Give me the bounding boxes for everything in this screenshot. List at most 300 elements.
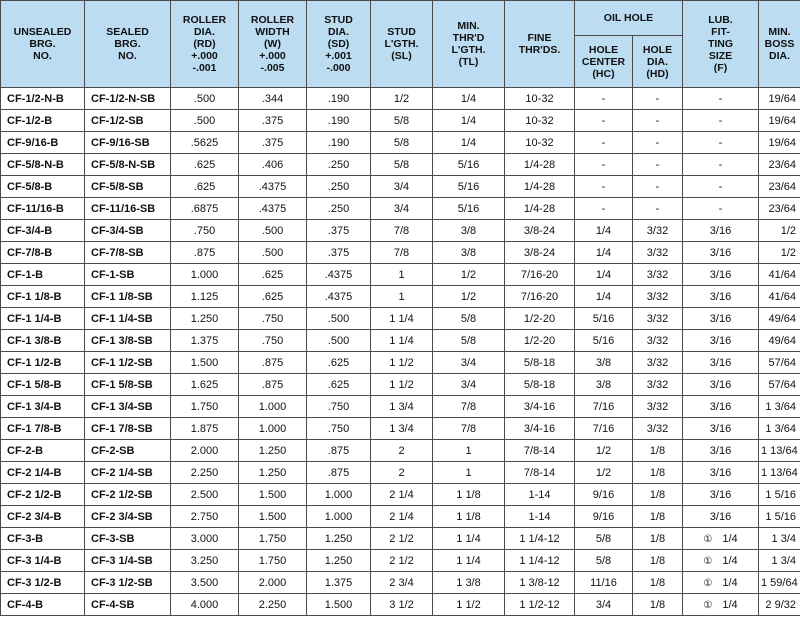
header-stud-length: STUD L'GTH. (SL) xyxy=(371,1,433,88)
cell-roller-width: .500 xyxy=(239,220,307,242)
cell-roller-dia: 3.000 xyxy=(171,528,239,550)
cell-lub-fitting: 3/16 xyxy=(683,484,759,506)
cell-hole-dia: 1/8 xyxy=(633,484,683,506)
cell-roller-dia: 1.375 xyxy=(171,330,239,352)
cell-roller-width: 1.250 xyxy=(239,462,307,484)
cell-sealed-no: CF-3/4-SB xyxy=(85,220,171,242)
cell-roller-dia: 1.125 xyxy=(171,286,239,308)
cell-unsealed-no: CF-2 1/2-B xyxy=(1,484,85,506)
cell-fine-threads: 10-32 xyxy=(505,110,575,132)
cell-unsealed-no: CF-1 3/8-B xyxy=(1,330,85,352)
header-hole-center: HOLE CENTER (HC) xyxy=(575,36,633,88)
cell-min-thread-length: 7/8 xyxy=(433,418,505,440)
cell-stud-length: 2 xyxy=(371,440,433,462)
cell-hole-dia: 3/32 xyxy=(633,286,683,308)
cell-hole-center: 1/4 xyxy=(575,264,633,286)
cell-sealed-no: CF-1 7/8-SB xyxy=(85,418,171,440)
cell-stud-length: 1 1/4 xyxy=(371,330,433,352)
cell-roller-dia: 3.500 xyxy=(171,572,239,594)
cell-lub-fitting xyxy=(683,572,759,594)
cell-hole-dia: 3/32 xyxy=(633,330,683,352)
cell-stud-dia: .250 xyxy=(307,176,371,198)
cell-stud-dia: 1.375 xyxy=(307,572,371,594)
cell-roller-width: 1.500 xyxy=(239,484,307,506)
cell-fine-threads: 3/8-24 xyxy=(505,242,575,264)
cell-roller-dia: 1.750 xyxy=(171,396,239,418)
cell-unsealed-no: CF-11/16-B xyxy=(1,198,85,220)
table-row xyxy=(1,594,800,616)
cell-sealed-no: CF-3 1/2-SB xyxy=(85,572,171,594)
cell-stud-dia: 1.000 xyxy=(307,506,371,528)
cell-stud-length: 5/8 xyxy=(371,110,433,132)
cell-roller-dia: 1.875 xyxy=(171,418,239,440)
cell-min-thread-length: 5/8 xyxy=(433,308,505,330)
cell-min-thread-length: 5/8 xyxy=(433,330,505,352)
cell-sealed-no: CF-1 1/8-SB xyxy=(85,286,171,308)
cell-stud-length: 5/8 xyxy=(371,132,433,154)
table-row xyxy=(1,220,800,242)
header-roller-dia: ROLLER DIA. (RD) +.000 -.001 xyxy=(171,1,239,88)
table-row xyxy=(1,550,800,572)
header-lub-fitting-size: LUB. FIT- TING SIZE (F) xyxy=(683,1,759,88)
cell-min-boss-dia: 1 59/64 xyxy=(759,572,800,594)
cell-sealed-no: CF-1 1/2-SB xyxy=(85,352,171,374)
cell-unsealed-no: CF-2-B xyxy=(1,440,85,462)
cell-hole-dia: 3/32 xyxy=(633,418,683,440)
cell-hole-center: 5/8 xyxy=(575,550,633,572)
cell-lub-fitting: 3/16 xyxy=(683,396,759,418)
cell-hole-center: 5/16 xyxy=(575,330,633,352)
cell-min-boss-dia: 49/64 xyxy=(759,308,800,330)
cell-stud-length: 1 xyxy=(371,264,433,286)
table-row xyxy=(1,132,800,154)
cell-fine-threads: 7/8-14 xyxy=(505,440,575,462)
cell-hole-dia: - xyxy=(633,132,683,154)
cell-min-boss-dia: 49/64 xyxy=(759,330,800,352)
cell-fine-threads: 3/8-24 xyxy=(505,220,575,242)
header-min-boss-dia: MIN. BOSS DIA. xyxy=(759,1,800,88)
cell-fine-threads: 1/4-28 xyxy=(505,154,575,176)
cell-lub-fitting xyxy=(683,528,759,550)
cell-sealed-no: CF-1 1/4-SB xyxy=(85,308,171,330)
cell-roller-width: .875 xyxy=(239,374,307,396)
cell-min-thread-length: 1 1/4 xyxy=(433,528,505,550)
cell-min-boss-dia: 19/64 xyxy=(759,132,800,154)
cell-min-thread-length: 3/4 xyxy=(433,374,505,396)
cell-hole-center: - xyxy=(575,176,633,198)
cell-roller-width: 1.000 xyxy=(239,418,307,440)
cell-unsealed-no: CF-1 1/8-B xyxy=(1,286,85,308)
cell-hole-center: 5/16 xyxy=(575,308,633,330)
cell-hole-dia: - xyxy=(633,198,683,220)
cell-hole-dia: 3/32 xyxy=(633,242,683,264)
cell-min-thread-length: 1 1/8 xyxy=(433,484,505,506)
cell-hole-center: 7/16 xyxy=(575,396,633,418)
table-row xyxy=(1,88,800,110)
table-row xyxy=(1,242,800,264)
cell-stud-length: 5/8 xyxy=(371,154,433,176)
cell-roller-width: 1.750 xyxy=(239,528,307,550)
cell-roller-width: 1.750 xyxy=(239,550,307,572)
cell-hole-dia: - xyxy=(633,176,683,198)
cell-roller-width: .625 xyxy=(239,264,307,286)
cell-roller-dia: 2.750 xyxy=(171,506,239,528)
cell-hole-center: 1/2 xyxy=(575,462,633,484)
cell-stud-dia: .625 xyxy=(307,352,371,374)
cell-min-boss-dia: 1 5/16 xyxy=(759,506,800,528)
table-row xyxy=(1,418,800,440)
cell-hole-center: 7/16 xyxy=(575,418,633,440)
cell-hole-dia: - xyxy=(633,88,683,110)
table-row xyxy=(1,528,800,550)
cell-min-boss-dia: 57/64 xyxy=(759,374,800,396)
cell-roller-dia: 2.000 xyxy=(171,440,239,462)
cell-lub-fitting: 3/16 xyxy=(683,308,759,330)
cell-min-boss-dia: 57/64 xyxy=(759,352,800,374)
cell-roller-dia: 2.250 xyxy=(171,462,239,484)
cell-sealed-no: CF-11/16-SB xyxy=(85,198,171,220)
cell-min-boss-dia: 1/2 xyxy=(759,242,800,264)
cell-lub-fitting: 3/16 xyxy=(683,374,759,396)
cell-min-boss-dia: 1 3/4 xyxy=(759,550,800,572)
cell-sealed-no: CF-4-SB xyxy=(85,594,171,616)
cell-roller-width: .375 xyxy=(239,110,307,132)
cell-roller-dia: 1.625 xyxy=(171,374,239,396)
cell-hole-dia: 3/32 xyxy=(633,220,683,242)
cell-min-thread-length: 5/16 xyxy=(433,198,505,220)
cell-unsealed-no: CF-1-B xyxy=(1,264,85,286)
cell-unsealed-no: CF-1 5/8-B xyxy=(1,374,85,396)
table-row xyxy=(1,330,800,352)
cell-unsealed-no: CF-9/16-B xyxy=(1,132,85,154)
cell-roller-dia: .500 xyxy=(171,88,239,110)
cell-stud-dia: .190 xyxy=(307,88,371,110)
header-fine-threads: FINE THR'DS. xyxy=(505,1,575,88)
cell-unsealed-no: CF-1/2-B xyxy=(1,110,85,132)
cell-hole-dia: 1/8 xyxy=(633,440,683,462)
note-marker-icon: ① xyxy=(703,533,713,545)
cell-roller-width: .875 xyxy=(239,352,307,374)
cell-hole-dia: 3/32 xyxy=(633,352,683,374)
cell-stud-dia: 1.500 xyxy=(307,594,371,616)
lub-fitting-value: 1/4 xyxy=(722,532,738,545)
cell-stud-dia: .4375 xyxy=(307,286,371,308)
cell-fine-threads: 1/4-28 xyxy=(505,176,575,198)
table-row xyxy=(1,484,800,506)
cell-hole-dia: 1/8 xyxy=(633,462,683,484)
cell-fine-threads: 10-32 xyxy=(505,132,575,154)
cell-min-thread-length: 1 xyxy=(433,440,505,462)
cell-roller-dia: .5625 xyxy=(171,132,239,154)
cell-stud-length: 7/8 xyxy=(371,242,433,264)
note-marker-icon: ① xyxy=(703,555,713,567)
cell-hole-center: 3/4 xyxy=(575,594,633,616)
cell-stud-length: 1/2 xyxy=(371,88,433,110)
cell-fine-threads: 1/2-20 xyxy=(505,308,575,330)
cell-stud-dia: .250 xyxy=(307,198,371,220)
cell-unsealed-no: CF-2 3/4-B xyxy=(1,506,85,528)
cell-fine-threads: 5/8-18 xyxy=(505,352,575,374)
cell-stud-dia: 1.000 xyxy=(307,484,371,506)
cell-stud-dia: .875 xyxy=(307,462,371,484)
cell-fine-threads: 1-14 xyxy=(505,484,575,506)
cell-stud-dia: .4375 xyxy=(307,264,371,286)
table-row xyxy=(1,572,800,594)
cell-hole-dia: 3/32 xyxy=(633,396,683,418)
cell-lub-fitting: 3/16 xyxy=(683,242,759,264)
cell-min-thread-length: 3/8 xyxy=(433,242,505,264)
cell-stud-length: 2 1/4 xyxy=(371,506,433,528)
cell-roller-width: .750 xyxy=(239,308,307,330)
cell-fine-threads: 1/2-20 xyxy=(505,330,575,352)
cell-unsealed-no: CF-3 1/4-B xyxy=(1,550,85,572)
cell-lub-fitting: 3/16 xyxy=(683,286,759,308)
cell-lub-fitting: 3/16 xyxy=(683,506,759,528)
cell-roller-dia: 3.250 xyxy=(171,550,239,572)
cell-min-thread-length: 3/8 xyxy=(433,220,505,242)
cell-min-boss-dia: 2 9/32 xyxy=(759,594,800,616)
cell-fine-threads: 10-32 xyxy=(505,88,575,110)
cell-roller-width: .500 xyxy=(239,242,307,264)
lub-fitting-value: 1/4 xyxy=(722,598,738,611)
cell-min-thread-length: 1/2 xyxy=(433,286,505,308)
cell-sealed-no: CF-1/2-N-SB xyxy=(85,88,171,110)
cell-stud-dia: .500 xyxy=(307,308,371,330)
cell-stud-dia: .500 xyxy=(307,330,371,352)
header-roller-width: ROLLER WIDTH (W) +.000 -.005 xyxy=(239,1,307,88)
cell-sealed-no: CF-7/8-SB xyxy=(85,242,171,264)
cell-min-boss-dia: 1 13/64 xyxy=(759,440,800,462)
cell-lub-fitting: 3/16 xyxy=(683,352,759,374)
table-row xyxy=(1,110,800,132)
cell-unsealed-no: CF-3-B xyxy=(1,528,85,550)
cell-fine-threads: 1/4-28 xyxy=(505,198,575,220)
cell-roller-dia: .750 xyxy=(171,220,239,242)
cell-roller-width: .4375 xyxy=(239,198,307,220)
cell-min-thread-length: 1/2 xyxy=(433,264,505,286)
cell-sealed-no: CF-5/8-N-SB xyxy=(85,154,171,176)
cell-roller-width: 1.000 xyxy=(239,396,307,418)
cell-roller-width: .625 xyxy=(239,286,307,308)
cell-min-boss-dia: 19/64 xyxy=(759,110,800,132)
cell-lub-fitting: 3/16 xyxy=(683,418,759,440)
cell-unsealed-no: CF-1 3/4-B xyxy=(1,396,85,418)
cell-roller-dia: 1.500 xyxy=(171,352,239,374)
cell-stud-dia: .250 xyxy=(307,154,371,176)
cell-min-thread-length: 1/4 xyxy=(433,132,505,154)
cell-stud-dia: 1.250 xyxy=(307,550,371,572)
cell-stud-dia: .750 xyxy=(307,418,371,440)
cell-hole-center: - xyxy=(575,154,633,176)
cell-stud-length: 2 xyxy=(371,462,433,484)
cell-min-boss-dia: 41/64 xyxy=(759,286,800,308)
cell-roller-dia: .6875 xyxy=(171,198,239,220)
cell-hole-center: 1/4 xyxy=(575,220,633,242)
cell-stud-dia: .750 xyxy=(307,396,371,418)
cell-min-boss-dia: 1 3/64 xyxy=(759,418,800,440)
cell-lub-fitting: - xyxy=(683,110,759,132)
cell-unsealed-no: CF-1/2-N-B xyxy=(1,88,85,110)
cell-min-thread-length: 1 xyxy=(433,462,505,484)
header-oil-hole: OIL HOLE xyxy=(575,1,683,36)
cell-roller-width: .4375 xyxy=(239,176,307,198)
cell-roller-dia: .625 xyxy=(171,154,239,176)
cell-min-boss-dia: 1 3/4 xyxy=(759,528,800,550)
cell-sealed-no: CF-9/16-SB xyxy=(85,132,171,154)
cell-stud-dia: .625 xyxy=(307,374,371,396)
cell-fine-threads: 1 1/4-12 xyxy=(505,550,575,572)
table-row xyxy=(1,176,800,198)
cell-stud-length: 1 1/4 xyxy=(371,308,433,330)
header-sealed: SEALED BRG. NO. xyxy=(85,1,171,88)
cell-min-boss-dia: 1/2 xyxy=(759,220,800,242)
cell-hole-dia: 1/8 xyxy=(633,572,683,594)
cell-roller-dia: 2.500 xyxy=(171,484,239,506)
cell-unsealed-no: CF-1 7/8-B xyxy=(1,418,85,440)
cell-fine-threads: 1 1/4-12 xyxy=(505,528,575,550)
header-min-thread-length: MIN. THR'D L'GTH. (TL) xyxy=(433,1,505,88)
cell-roller-width: 2.250 xyxy=(239,594,307,616)
table-row xyxy=(1,374,800,396)
cell-roller-width: .406 xyxy=(239,154,307,176)
table-row xyxy=(1,286,800,308)
cell-lub-fitting xyxy=(683,550,759,572)
cell-hole-center: - xyxy=(575,88,633,110)
cell-stud-dia: .190 xyxy=(307,110,371,132)
cell-stud-length: 2 1/2 xyxy=(371,528,433,550)
cell-unsealed-no: CF-4-B xyxy=(1,594,85,616)
cell-hole-dia: - xyxy=(633,110,683,132)
cell-sealed-no: CF-3 1/4-SB xyxy=(85,550,171,572)
cell-stud-length: 1 xyxy=(371,286,433,308)
cell-hole-dia: 1/8 xyxy=(633,528,683,550)
cell-roller-width: 1.500 xyxy=(239,506,307,528)
table-row xyxy=(1,462,800,484)
cell-sealed-no: CF-2 1/2-SB xyxy=(85,484,171,506)
cell-hole-center: 11/16 xyxy=(575,572,633,594)
cell-roller-dia: 1.250 xyxy=(171,308,239,330)
table-row xyxy=(1,154,800,176)
cell-stud-length: 2 1/2 xyxy=(371,550,433,572)
cell-min-thread-length: 1/4 xyxy=(433,110,505,132)
cell-hole-center: 9/16 xyxy=(575,484,633,506)
cell-hole-dia: 3/32 xyxy=(633,374,683,396)
cell-fine-threads: 3/4-16 xyxy=(505,396,575,418)
cell-stud-dia: .375 xyxy=(307,220,371,242)
cell-stud-length: 2 3/4 xyxy=(371,572,433,594)
cell-unsealed-no: CF-1 1/4-B xyxy=(1,308,85,330)
cell-hole-dia: 1/8 xyxy=(633,506,683,528)
cell-lub-fitting: - xyxy=(683,198,759,220)
cell-min-boss-dia: 1 5/16 xyxy=(759,484,800,506)
table-row xyxy=(1,440,800,462)
cell-min-thread-length: 5/16 xyxy=(433,154,505,176)
cell-min-boss-dia: 23/64 xyxy=(759,198,800,220)
cell-min-boss-dia: 23/64 xyxy=(759,154,800,176)
cell-hole-dia: - xyxy=(633,154,683,176)
cell-roller-dia: .500 xyxy=(171,110,239,132)
cell-min-boss-dia: 23/64 xyxy=(759,176,800,198)
cell-sealed-no: CF-5/8-SB xyxy=(85,176,171,198)
cell-lub-fitting: 3/16 xyxy=(683,264,759,286)
lub-fitting-value: 1/4 xyxy=(722,554,738,567)
cell-stud-length: 1 1/2 xyxy=(371,374,433,396)
cell-min-thread-length: 5/16 xyxy=(433,176,505,198)
cell-stud-length: 1 3/4 xyxy=(371,396,433,418)
cell-fine-threads: 5/8-18 xyxy=(505,374,575,396)
cell-min-thread-length: 1/4 xyxy=(433,88,505,110)
cell-sealed-no: CF-1 3/8-SB xyxy=(85,330,171,352)
cell-roller-dia: .875 xyxy=(171,242,239,264)
cell-hole-center: 3/8 xyxy=(575,352,633,374)
cell-roller-width: .344 xyxy=(239,88,307,110)
table-body xyxy=(1,88,800,616)
lub-fitting-value: 1/4 xyxy=(722,576,738,589)
cell-min-thread-length: 1 1/4 xyxy=(433,550,505,572)
cell-min-thread-length: 1 1/2 xyxy=(433,594,505,616)
cell-lub-fitting xyxy=(683,594,759,616)
cell-roller-dia: 1.000 xyxy=(171,264,239,286)
cell-min-thread-length: 7/8 xyxy=(433,396,505,418)
cell-hole-center: 1/4 xyxy=(575,286,633,308)
cell-unsealed-no: CF-3/4-B xyxy=(1,220,85,242)
cell-hole-center: 5/8 xyxy=(575,528,633,550)
cell-roller-width: .750 xyxy=(239,330,307,352)
header-hole-dia: HOLE DIA. (HD) xyxy=(633,36,683,88)
cell-lub-fitting: 3/16 xyxy=(683,220,759,242)
cell-unsealed-no: CF-5/8-B xyxy=(1,176,85,198)
cell-hole-center: 1/2 xyxy=(575,440,633,462)
cell-hole-center: 3/8 xyxy=(575,374,633,396)
cell-fine-threads: 7/16-20 xyxy=(505,264,575,286)
cell-lub-fitting: - xyxy=(683,132,759,154)
table-row xyxy=(1,308,800,330)
note-marker-icon: ① xyxy=(703,599,713,611)
cell-stud-length: 1 1/2 xyxy=(371,352,433,374)
cell-stud-length: 3 1/2 xyxy=(371,594,433,616)
cell-min-thread-length: 3/4 xyxy=(433,352,505,374)
cell-min-boss-dia: 1 13/64 xyxy=(759,462,800,484)
table-row xyxy=(1,352,800,374)
cell-stud-dia: .875 xyxy=(307,440,371,462)
cell-hole-dia: 1/8 xyxy=(633,550,683,572)
note-marker-icon: ① xyxy=(703,577,713,589)
cell-fine-threads: 7/8-14 xyxy=(505,462,575,484)
cell-sealed-no: CF-2 3/4-SB xyxy=(85,506,171,528)
cell-roller-dia: 4.000 xyxy=(171,594,239,616)
cell-fine-threads: 3/4-16 xyxy=(505,418,575,440)
cell-hole-center: - xyxy=(575,198,633,220)
cell-lub-fitting: - xyxy=(683,176,759,198)
cell-sealed-no: CF-3-SB xyxy=(85,528,171,550)
cell-unsealed-no: CF-1 1/2-B xyxy=(1,352,85,374)
cell-lub-fitting: 3/16 xyxy=(683,462,759,484)
header-unsealed: UNSEALED BRG. NO. xyxy=(1,1,85,88)
cell-stud-length: 3/4 xyxy=(371,198,433,220)
cell-roller-width: 2.000 xyxy=(239,572,307,594)
cell-hole-center: - xyxy=(575,132,633,154)
header-stud-dia: STUD DIA. (SD) +.001 -.000 xyxy=(307,1,371,88)
cell-roller-width: .375 xyxy=(239,132,307,154)
cell-roller-dia: .625 xyxy=(171,176,239,198)
cell-fine-threads: 1 3/8-12 xyxy=(505,572,575,594)
cell-sealed-no: CF-1/2-SB xyxy=(85,110,171,132)
cell-hole-center: 1/4 xyxy=(575,242,633,264)
cell-min-boss-dia: 1 3/64 xyxy=(759,396,800,418)
cell-stud-length: 1 3/4 xyxy=(371,418,433,440)
cell-hole-dia: 3/32 xyxy=(633,308,683,330)
cell-fine-threads: 1-14 xyxy=(505,506,575,528)
